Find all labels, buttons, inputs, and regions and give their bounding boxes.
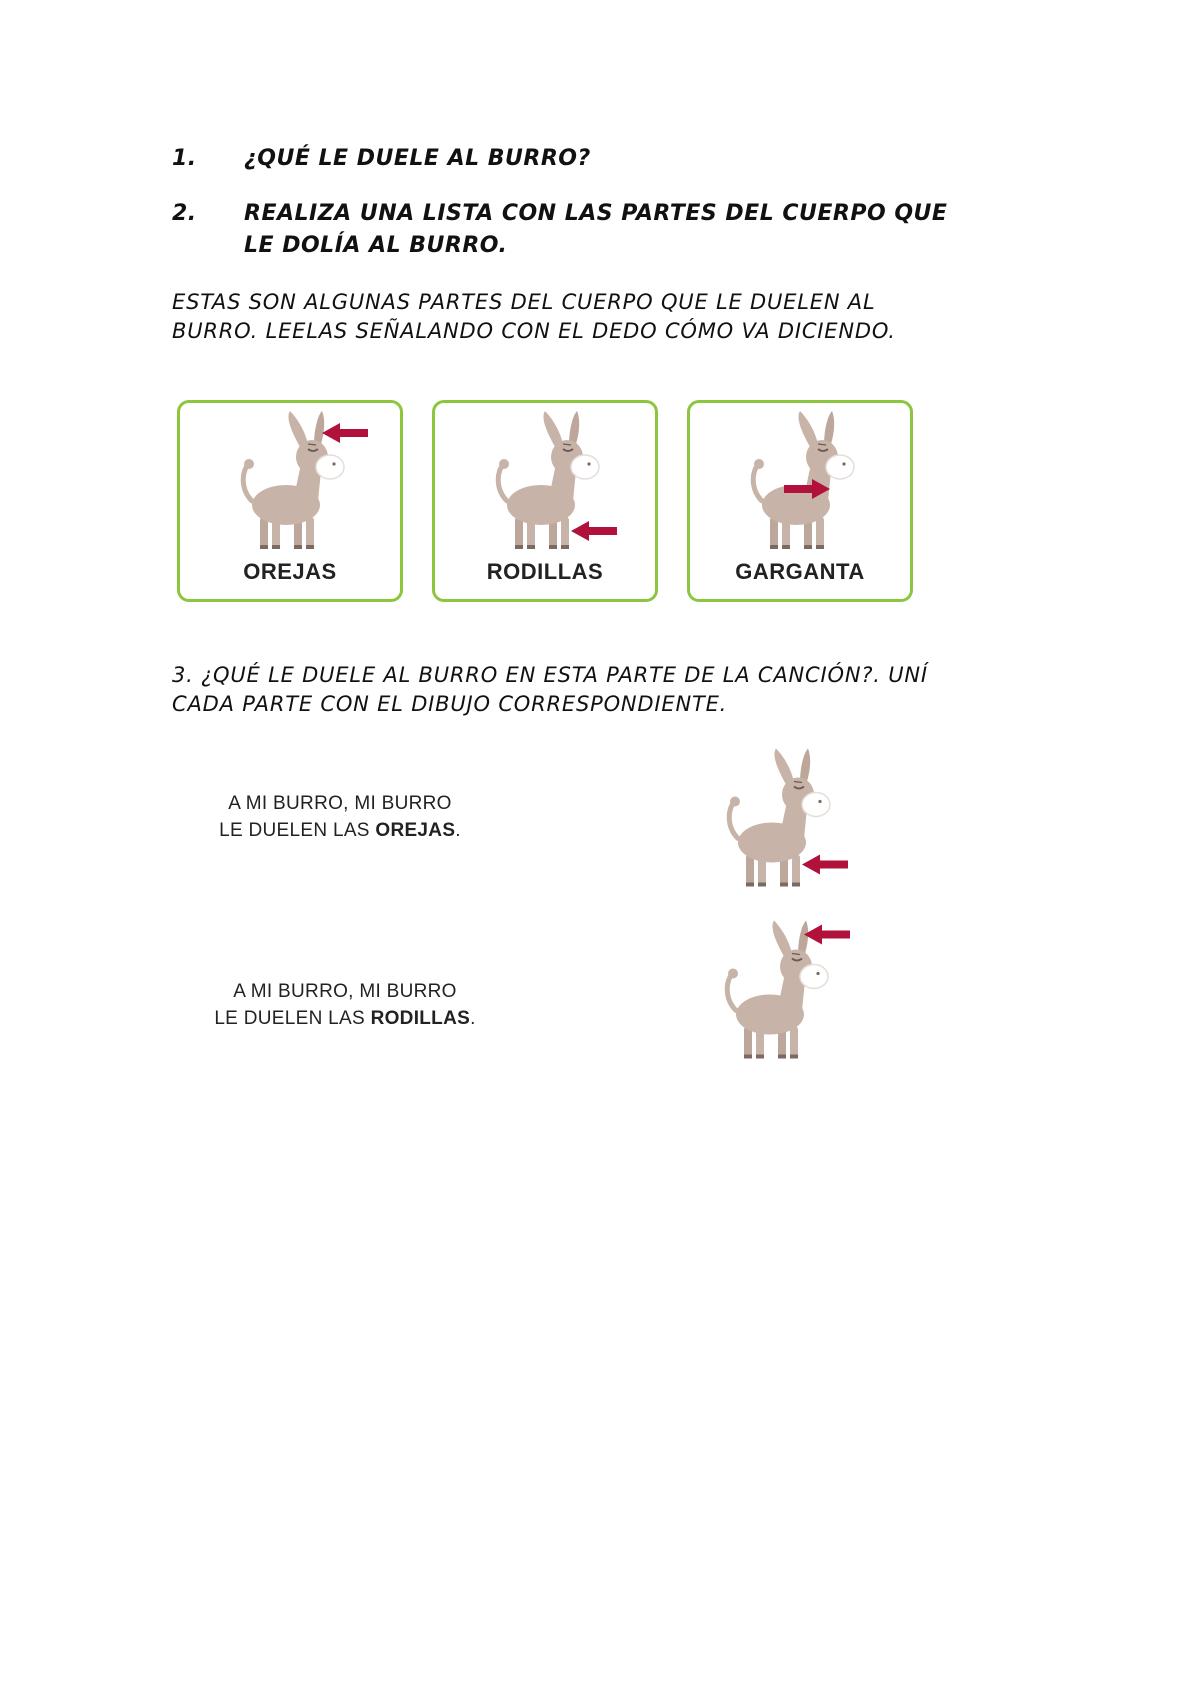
question-3-line-2: CADA PARTE CON EL DIBUJO CORRESPONDIENTE. [172,692,728,716]
verse-1 [190,790,490,844]
donkey-illustration [220,409,370,554]
question-1 [172,143,1072,177]
verse-2 [190,978,500,1032]
intro-line-2: BURRO. LEELAS SEÑALANDO CON EL DEDO CÓMO VA DICIENDO. [172,319,896,343]
question-1-text: ¿QUÉ LE DUELE AL BURRO? [244,146,591,171]
question-2 [172,198,1072,264]
verse-1-line-1: A MI BURRO, MI BURRO [228,793,452,814]
arrow-left-icon [322,423,368,443]
card-orejas [177,400,403,602]
donkey-illustration [475,409,625,554]
arrow-left-icon [571,521,617,541]
verse-2-line-2 [190,1005,500,1032]
card-label: OREJAS [243,559,337,584]
verse-punct: . [455,820,461,841]
arrow-left-icon [804,925,850,945]
intro-line-1: ESTAS SON ALGUNAS PARTES DEL CUERPO QUE LE DUELEN AL [172,290,876,314]
verse-bold-word: RODILLAS [370,1008,471,1029]
arrow-left-icon [802,855,848,875]
question-2-line-1: REALIZA UNA LISTA CON LAS PARTES DEL CUERPO QUE [244,201,948,226]
match-picture-rodillas[interactable] [706,744,856,894]
card-rodillas [432,400,658,602]
card-garganta [687,400,913,602]
question-3 [172,661,1072,719]
verse-text: LE DUELEN LAS [214,1008,371,1029]
card-label: GARGANTA [735,559,865,584]
question-3-line-1: 3. ¿QUÉ LE DUELE AL BURRO EN ESTA PARTE DE LA CANCIÓN?. UNÍ [172,663,928,687]
question-2-number: 2. [172,201,197,226]
question-2-line-2: LE DOLÍA AL BURRO. [244,233,508,258]
verse-text: LE DUELEN LAS [219,820,376,841]
donkey-illustration [730,409,880,554]
verse-2-line-1: A MI BURRO, MI BURRO [233,981,457,1002]
card-label: RODILLAS [486,559,604,584]
verse-bold-word: OREJAS [375,820,456,841]
verse-punct: . [470,1008,476,1029]
intro-paragraph [172,288,1072,346]
verse-1-line-2 [190,817,490,844]
match-picture-orejas[interactable] [704,916,854,1066]
question-1-number: 1. [172,146,197,171]
